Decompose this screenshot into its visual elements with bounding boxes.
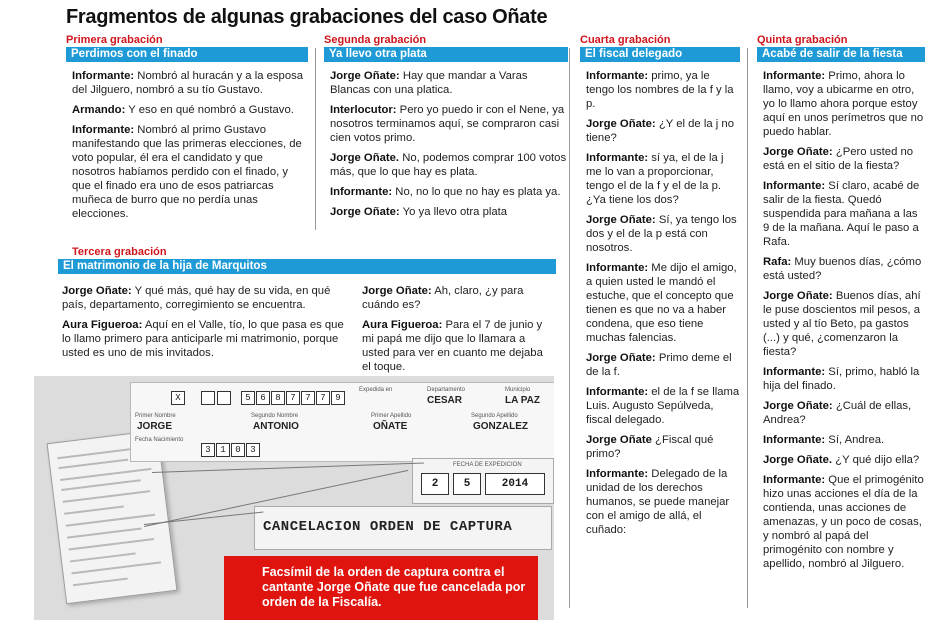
section-cuarta [580,34,740,543]
speaker-name: Jorge Oñate: [330,70,400,82]
dialogue-text: Que el primogénito hizo unas acciones el día de la contienda, unas acciones de amenazas, y un poco de cosas, y nombró al papá del primogénito con nombre y apellido, nombró al Jilguero. [763,474,924,570]
speaker-name: Jorge Oñate [586,434,652,446]
dialogue-line [763,179,925,249]
form-box: X [171,391,185,405]
form-digit: 7 [316,391,330,405]
speaker-name: Informante: [586,262,649,274]
dialogue-text: el de la f se llama Luis. Augusto Sepúlveda, fiscal delegado. [586,386,740,426]
speaker-name: Informante: [72,70,135,82]
dialogue-text: Sí claro, acabé de salir de la fiesta. Quedó suspendida para mañana a las 9 de la mañana. Aquí le paso a Rafa. [763,180,920,248]
dialogue-line [62,284,346,312]
form-surname1: OÑATE [373,421,408,432]
speaker-name: Jorge Oñate: [586,352,656,364]
section-body-left [62,284,346,366]
form-digit: 7 [286,391,300,405]
speaker-name: Informante: [586,70,649,82]
dialogue-line [330,185,568,199]
dialogue-line [586,69,740,111]
speaker-name: Interlocutor: [330,104,397,116]
section-heading: Ya llevo otra plata [324,47,568,62]
speaker-name: Informante: [763,474,826,486]
dialogue-line [72,123,308,221]
dialogue-text: Me dijo el amigo, a quien usted le mandó el estuche, que el concepto que tienen es que no va a haber condena, que eso tiene muchas falencias. [586,262,737,344]
dialogue-line [763,433,925,447]
speaker-name: Jorge Oñate: [362,285,432,297]
dialogue-text: ¿Pero usted no está en el sitio de la fiesta? [763,146,914,172]
facsimile-caption: Facsímil de la orden de captura contra el cantante Jorge Oñate que fue cancelada por orden de la Fiscalía. [224,556,538,620]
form-digit: 5 [241,391,255,405]
dialogue-line [763,69,925,139]
dialogue-line [362,284,550,312]
form-digit: 8 [271,391,285,405]
facsimile-image [34,376,554,620]
form-zoom: X 5 6 8 7 7 7 9 Expedida en Departamento Municipio CESAR LA PAZ Primer Nombre Segundo Nombre Primer Apellido Segundo Apellido JORGE ANTONIO OÑATE GONZALEZ Fecha Nacimiento 3 1 0 3 [130,382,554,462]
dialogue-line [72,103,308,117]
speaker-name: Jorge Oñate: [763,400,833,412]
dialogue-text: Ah, claro, ¿y para cuándo es? [362,285,524,311]
dialogue-line [72,69,308,97]
section-body [580,62,740,537]
dialogue-text: Hay que mandar a Varas Blancas con una platica. [330,70,528,96]
dialogue-line [62,318,346,360]
speaker-name: Informante: [763,434,826,446]
section-heading: El matrimonio de la hija de Marquitos [58,259,556,274]
dialogue-text: Delegado de la unidad de los derechos humanos, se puede manejar con el amigo de allá, el cuñado: [586,468,730,536]
dialogue-text: Pero yo puedo ir con el Nene, ya nosotros terminamos aquí, se compraron casi cien votos primo. [330,104,565,144]
stamp-zoom [254,506,552,550]
form-name2: ANTONIO [253,421,299,432]
dialogue-line [586,213,740,255]
dialogue-line [763,255,925,283]
dialogue-line [586,385,740,427]
speaker-name: Informante: [763,366,826,378]
speaker-name: Jorge Oñate: [586,118,656,130]
section-tercera [63,246,556,274]
dialogue-line [586,351,740,379]
dialogue-line [330,69,568,97]
dialogue-text: Primo deme el de la f. [586,352,732,378]
speaker-name: Jorge Oñate. [763,454,833,466]
column-divider [747,48,748,608]
speaker-name: Rafa: [763,256,792,268]
column-divider [315,48,316,230]
form-digit: 3 [246,443,260,457]
speaker-name: Jorge Oñate: [763,146,833,158]
section-quinta [757,34,925,577]
speaker-name: Informante: [586,152,649,164]
dialogue-line [586,151,740,207]
dialogue-text: Y eso en qué nombró a Gustavo. [125,104,294,116]
stamp-text: CANCELACION ORDEN DE CAPTURA [263,519,513,535]
dialogue-text: Buenos días, ahí le puse doscientos mil pesos, a usted y al tío Beto, pa gastos (...) y qué, ¿comenzaron la fiesta? [763,290,921,358]
section-label: Tercera grabación [72,246,167,258]
date-zoom: FECHA DE EXPEDICION 2 5 2014 [412,458,554,504]
section-label: Primera grabación [66,34,163,46]
section-heading: Perdimos con el finado [66,47,308,62]
speaker-name: Jorge Oñate: [62,285,132,297]
speaker-name: Aura Figueroa: [62,319,143,331]
dialogue-text: primo, ya le tengo los nombres de la f y la p. [586,70,734,110]
dialogue-line [763,365,925,393]
dialogue-text: Aquí en el Valle, tío, lo que pasa es que lo llamo primero para anticiparle mi matrimonio, porque usted es uno de mis invitados. [62,319,344,359]
form-digit: 7 [301,391,315,405]
dialogue-line [763,145,925,173]
dialogue-line [330,205,568,219]
dialogue-line [362,318,550,374]
form-digit: 1 [216,443,230,457]
form-digit: 6 [256,391,270,405]
speaker-name: Informante: [763,70,826,82]
section-heading: El fiscal delegado [580,47,740,62]
section-body [324,62,568,219]
speaker-name: Jorge Oñate. [330,152,400,164]
speaker-name: Jorge Oñate: [586,214,656,226]
dialogue-text: ¿Y qué dijo ella? [832,454,920,466]
speaker-name: Jorge Oñate: [330,206,400,218]
dialogue-text: Primo, ahora lo llamo, voy a ubicarme en otro, yo lo llamo ahora porque estoy aquí en unos perímetros que no puedo hablar. [763,70,924,138]
dialogue-line [763,453,925,467]
dialogue-line [763,399,925,427]
dialogue-text: Sí, Andrea. [825,434,885,446]
dialogue-line [586,433,740,461]
dialogue-line [330,151,568,179]
speaker-name: Informante: [72,124,135,136]
dialogue-text: Sí, ya tengo los dos y el de la p está con nosotros. [586,214,737,254]
form-dept: CESAR [427,395,463,406]
dialogue-text: Yo ya llevo otra plata [399,206,508,218]
dialogue-line [330,103,568,145]
form-name1: JORGE [137,421,173,432]
page-title: Fragmentos de algunas grabaciones del caso Oñate [66,6,548,28]
dialogue-text: Y qué más, qué hay de su vida, en qué país, departamento, corregimiento se encuentra. [62,285,331,311]
section-label: Quinta grabación [757,34,848,46]
speaker-name: Aura Figueroa: [362,319,443,331]
form-surname2: GONZALEZ [473,421,528,432]
speaker-name: Informante: [586,386,649,398]
dialogue-text: sí ya, el de la j me lo van a proporcionar, tengo el de la f y el de la p. ¿Ya tiene los dos? [586,152,724,206]
dialogue-text: ¿Cuál de ellas, Andrea? [763,400,912,426]
form-city: LA PAZ [505,395,540,406]
dialogue-text: No, no lo que no hay es plata ya. [392,186,561,198]
speaker-name: Informante: [330,186,393,198]
speaker-name: Armando: [72,104,126,116]
section-body [757,62,925,571]
dialogue-line [586,261,740,345]
section-primera [66,34,308,227]
dialogue-text: ¿Y el de la j no tiene? [586,118,734,144]
section-heading: Acabé de salir de la fiesta [757,47,925,62]
form-digit: 0 [231,443,245,457]
section-body-right [362,284,550,380]
dialogue-line [763,289,925,359]
dialogue-text: Nombró al primo Gustavo manifestando que las primeras elecciones, de voto popular, él era el candidato y que nosotros habíamos perdido con el finado, y que el finado era uno de esos patriarcas muñeca de burro que no perdía unas elecciones. [72,124,302,220]
dialogue-line [586,117,740,145]
form-digit: 9 [331,391,345,405]
date-day: 2 [421,473,449,495]
dialogue-line [763,473,925,571]
section-label: Cuarta grabación [580,34,671,46]
dialogue-text: Sí, primo, habló la hija del finado. [763,366,920,392]
dialogue-text: Para el 7 de junio y mi papá me dijo que lo llamara a usted para ver en cuanto me dejaba el toque. [362,319,543,373]
dialogue-text: Muy buenos días, ¿cómo está usted? [763,256,922,282]
dialogue-text: ¿Fiscal qué primo? [586,434,714,460]
form-digit: 3 [201,443,215,457]
section-segunda [324,34,568,225]
dialogue-text: Nombró al huracán y a la esposa del Jilguero, nombró a su tío Gustavo. [72,70,304,96]
speaker-name: Jorge Oñate: [763,290,833,302]
section-body [66,62,308,221]
dialogue-text: No, podemos comprar 100 votos más, que lo que hay es plata. [330,152,567,178]
column-divider [569,48,570,608]
speaker-name: Informante: [586,468,649,480]
dialogue-line [586,467,740,537]
date-year: 2014 [485,473,545,495]
speaker-name: Informante: [763,180,826,192]
date-month: 5 [453,473,481,495]
section-label: Segunda grabación [324,34,427,46]
